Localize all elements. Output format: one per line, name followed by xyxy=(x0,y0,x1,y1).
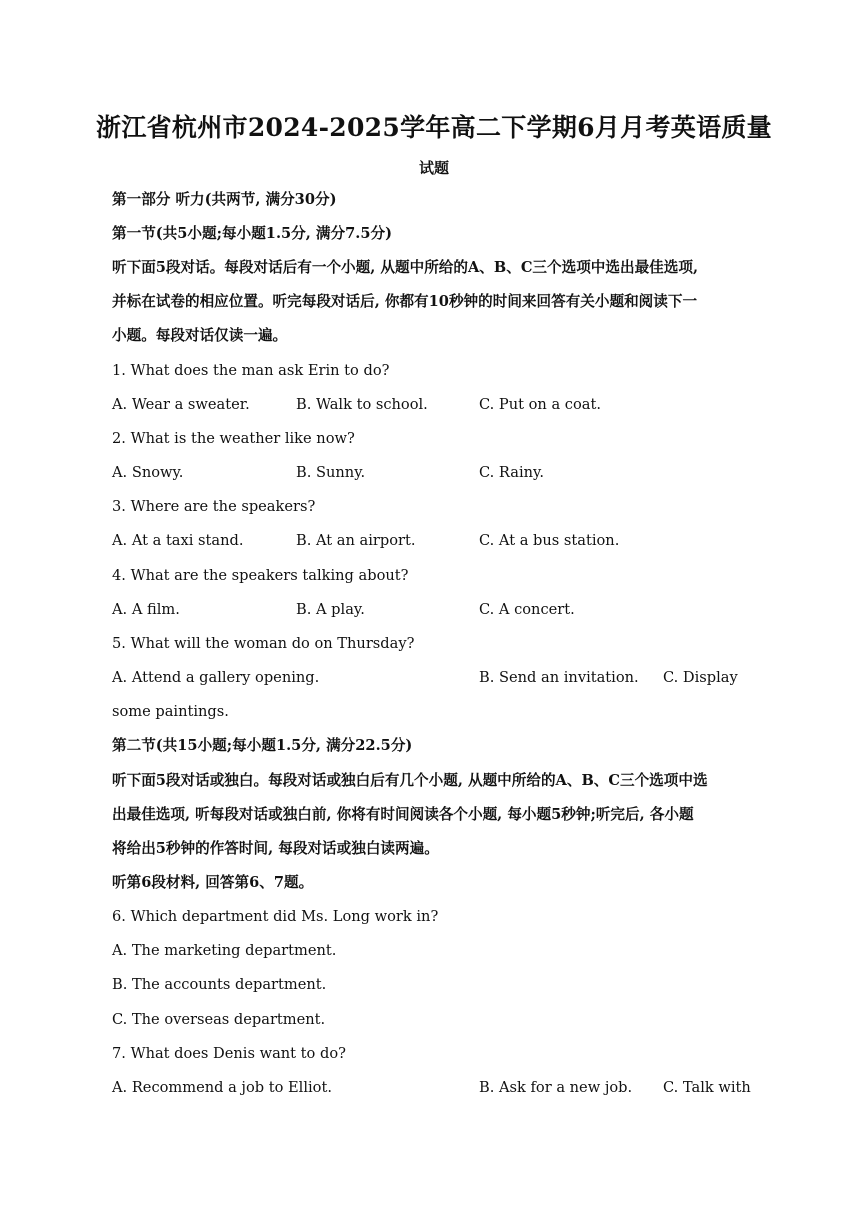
question-2-stem: 2. What is the weather like now? xyxy=(112,430,355,447)
question-1-stem: 1. What does the man ask Erin to do? xyxy=(112,362,390,379)
section1-instruction-line: 听下面5段对话。每段对话后有一个小题, 从题中所给的A、B、C三个选项中选出最佳选项, xyxy=(112,259,699,276)
question-6-option-b: B. The accounts department. xyxy=(112,976,327,993)
part1-heading: 第一部分 听力(共两节, 满分30分) xyxy=(112,191,337,208)
question-6-option-a: A. The marketing department. xyxy=(112,942,337,959)
question-1-option-a: A. Wear a sweater. xyxy=(112,396,250,413)
question-3-option-a: A. At a taxi stand. xyxy=(112,532,244,549)
material-6-heading: 听第6段材料, 回答第6、7题。 xyxy=(112,874,314,891)
question-2-option-b: B. Sunny. xyxy=(296,464,366,481)
section2-heading: 第二节(共15小题;每小题1.5分, 满分22.5分) xyxy=(112,737,413,754)
question-3-option-b: B. At an airport. xyxy=(296,532,416,549)
question-3-option-c: C. At a bus station. xyxy=(479,532,620,549)
question-3-stem: 3. Where are the speakers? xyxy=(112,498,316,515)
question-6-option-c: C. The overseas department. xyxy=(112,1011,326,1028)
section1-instruction-line: 并标在试卷的相应位置。听完每段对话后, 你都有10秒钟的时间来回答有关小题和阅读下一 xyxy=(112,293,698,310)
section1-instruction-line: 小题。每段对话仅读一遍。 xyxy=(112,327,288,344)
question-5-option-b: B. Send an invitation. xyxy=(479,669,639,686)
question-6-stem: 6. Which department did Ms. Long work in? xyxy=(112,908,439,925)
question-1-option-c: C. Put on a coat. xyxy=(479,396,601,413)
page-subtitle: 试题 xyxy=(418,159,449,177)
question-4-option-a: A. A film. xyxy=(112,601,180,618)
question-7-option-b: B. Ask for a new job. xyxy=(479,1079,633,1096)
question-1-option-b: B. Walk to school. xyxy=(296,396,428,413)
question-2-option-a: A. Snowy. xyxy=(112,464,184,481)
question-7-stem: 7. What does Denis want to do? xyxy=(112,1045,346,1062)
question-5-option-a: A. Attend a gallery opening. xyxy=(112,669,320,686)
question-4-option-c: C. A concert. xyxy=(479,601,575,618)
section2-instruction-line: 将给出5秒钟的作答时间, 每段对话或独白读两遍。 xyxy=(112,840,439,857)
section1-heading: 第一节(共5小题;每小题1.5分, 满分7.5分) xyxy=(112,225,393,242)
question-2-option-c: C. Rainy. xyxy=(479,464,544,481)
section2-instruction-line: 出最佳选项, 听每段对话或独白前, 你将有时间阅读各个小题, 每小题5秒钟;听完后, 各小题 xyxy=(112,806,694,823)
question-7-option-a: A. Recommend a job to Elliot. xyxy=(112,1079,332,1096)
question-4-stem: 4. What are the speakers talking about? xyxy=(112,567,409,584)
question-4-option-b: B. A play. xyxy=(296,601,365,618)
question-5-option-c: C. Display xyxy=(663,669,738,686)
page-title: 浙江省杭州市2024-2025学年高二下学期6月月考英语质量 xyxy=(96,113,772,142)
section2-instruction-line: 听下面5段对话或独白。每段对话或独白后有几个小题, 从题中所给的A、B、C三个选项中选 xyxy=(112,772,708,789)
question-7-option-c: C. Talk with xyxy=(663,1079,751,1096)
question-5-stem: 5. What will the woman do on Thursday? xyxy=(112,635,415,652)
question-5-option-c-continued: some paintings. xyxy=(112,703,229,720)
